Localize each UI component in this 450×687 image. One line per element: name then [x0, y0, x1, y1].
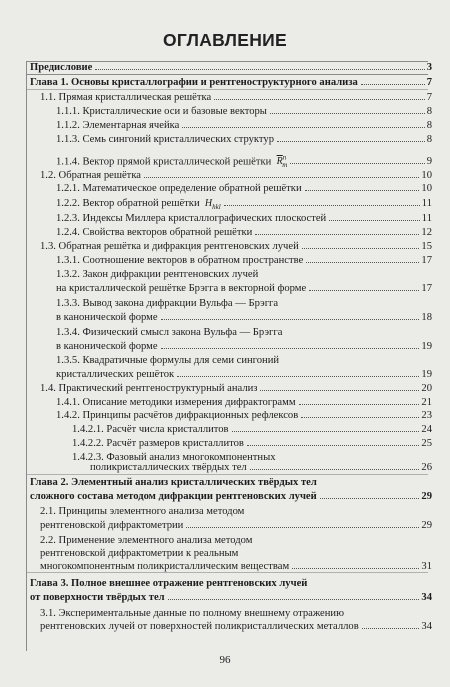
toc-entry-1-4-2[interactable]: 1.4.2. Принципы расчётов дифракционных рефлексов 23 [56, 410, 432, 421]
toc-entry-1-3-5-line1[interactable]: 1.3.5. Квадратичные формулы для семи сингоний [56, 355, 280, 366]
toc-entry-1-2[interactable]: 1.2. Обратная решётка 10 [40, 170, 432, 181]
toc-entry-1-4-2-1[interactable]: 1.4.2.1. Расчёт числа кристаллитов 24 [72, 424, 432, 435]
toc-entry-1-3-2[interactable]: на кристаллической решётке Брэгга в векторной форме 17 [56, 283, 432, 294]
toc-entry-1-1[interactable]: 1.1. Прямая кристаллическая решётка 7 [40, 92, 432, 103]
toc-entry-1-2-1[interactable]: 1.2.1. Математическое определение обратной решётки 10 [56, 183, 432, 194]
toc-entry-1-4-1[interactable]: 1.4.1. Описание методики измерения дифрактограмм 21 [56, 397, 432, 408]
toc-entry-2-1[interactable]: рентгеновской дифрактометрии 29 [40, 520, 432, 531]
toc-entry-1-3-4[interactable]: в канонической форме 19 [56, 341, 432, 352]
rule [26, 89, 428, 90]
toc-entry-1-4-2-3[interactable]: поликристаллических твёрдых тел 26 [90, 462, 432, 473]
toc-entry-1-1-2[interactable]: 1.1.2. Элементарная ячейка 8 [56, 120, 432, 131]
toc-entry-3-1-line1[interactable]: 3.1. Экспериментальные данные по полному внешнему отражению [40, 608, 344, 619]
toc-entry-1-4[interactable]: 1.4. Практический рентгеноструктурный анализ 20 [40, 383, 432, 394]
page-number: 96 [219, 654, 231, 666]
toc-entry-chapter-2[interactable]: сложного состава методом дифракции рентгеновских лучей 29 [30, 491, 432, 502]
toc-entry-chapter-1[interactable]: Глава 1. Основы кристаллографии и рентгеноструктурного анализа 7 [30, 77, 432, 88]
toc-entry-1-3-1[interactable]: 1.3.1. Соотношение векторов в обратном пространстве 17 [56, 255, 432, 266]
toc-entry-1-4-2-2[interactable]: 1.4.2.2. Расчёт размеров кристаллитов 25 [72, 438, 432, 449]
rule [26, 474, 428, 475]
toc-entry-chapter-2-line1[interactable]: Глава 2. Элементный анализ кристаллических твёрдых тел [30, 477, 317, 488]
toc-entry-2-2[interactable]: многокомпонентным поликристаллическим веществам 31 [40, 561, 432, 572]
toc-entry-chapter-3[interactable]: от поверхности твёрдых тел 34 [30, 592, 432, 603]
toc-entry-1-2-2[interactable]: 1.2.2. Вектор обратной решётки $\overline{H}_{hkl}$ 11 [56, 198, 432, 211]
toc-entry-2-1-line1[interactable]: 2.1. Принципы элементного анализа методом [40, 506, 245, 517]
toc-entry-1-3[interactable]: 1.3. Обратная решётка и дифракция рентгеновских лучей 15 [40, 241, 432, 252]
toc-entry-1-3-3-line1[interactable]: 1.3.3. Вывод закона дифракции Вульфа — Брэгга [56, 298, 279, 309]
toc-entry-1-2-3[interactable]: 1.2.3. Индексы Миллера кристаллографических плоскостей 11 [56, 213, 432, 224]
toc-entry-1-4-2-3-line1[interactable]: 1.4.2.3. Фазовый анализ многокомпонентных [72, 452, 276, 463]
toc-entry-1-3-5[interactable]: кристаллических решёток 19 [56, 369, 432, 380]
toc-entry-1-1-4[interactable]: 1.1.4. Вектор прямой кристаллической решётки $\overline{R}^n_m$ 9 [56, 154, 432, 170]
toc-entry-preface[interactable]: Предисловие 3 [30, 62, 432, 73]
toc-entry-1-3-2-line1[interactable]: 1.3.2. Закон дифракции рентгеновских лучей [56, 269, 259, 280]
page-title: ОГЛАВЛЕНИЕ [162, 30, 288, 50]
vector-r-symbol: $\overline{R}^n_m$ [276, 154, 288, 170]
toc-entry-2-2-line2[interactable]: рентгеновской дифрактометрии к реальным [40, 548, 239, 559]
left-border [26, 61, 27, 651]
toc-entry-chapter-3-line1[interactable]: Глава 3. Полное внешнее отражение рентгеновских лучей [30, 578, 308, 589]
toc-entry-1-3-4-line1[interactable]: 1.3.4. Физический смысл закона Вульфа — Брэгга [56, 327, 283, 338]
toc-entry-1-2-4[interactable]: 1.2.4. Свойства векторов обратной решётки 12 [56, 227, 432, 238]
toc-entry-1-3-3[interactable]: в канонической форме 18 [56, 312, 432, 323]
toc-entry-1-1-3[interactable]: 1.1.3. Семь сингоний кристаллических структур 8 [56, 134, 432, 145]
rule [26, 74, 428, 75]
vector-h-symbol: $\overline{H}_{hkl}$ [204, 198, 221, 211]
toc-entry-3-1[interactable]: рентгеновских лучей от поверхностей поликристаллических металлов 34 [40, 621, 432, 632]
toc-entry-2-2-line1[interactable]: 2.2. Применение элементного анализа методом [40, 535, 253, 546]
toc-entry-1-1-1[interactable]: 1.1.1. Кристаллические оси и базовые векторы 8 [56, 106, 432, 117]
